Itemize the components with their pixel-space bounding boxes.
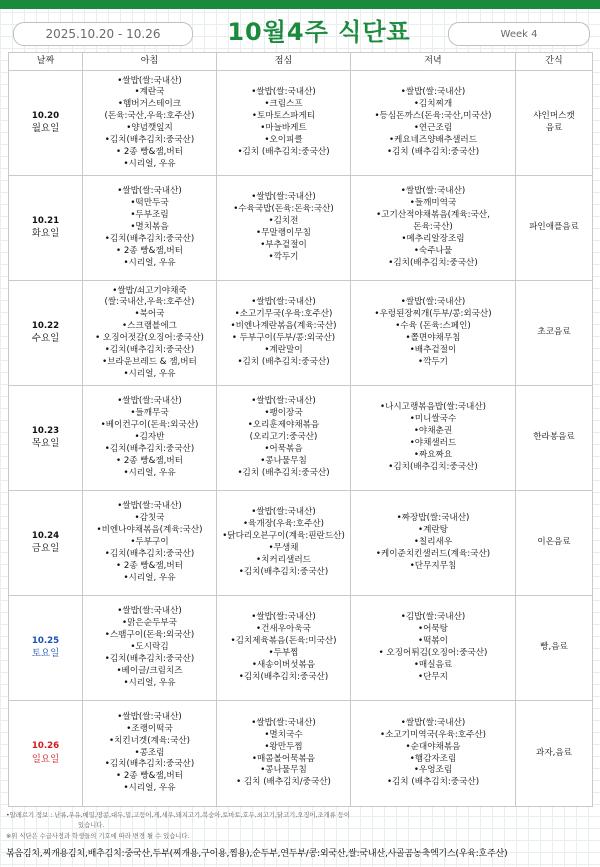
- dinner-item: •김치(배추김치:중국산): [388, 257, 478, 268]
- breakfast-cell: [83, 71, 217, 176]
- lunch-item: •쌀밥(쌀:국내산): [251, 297, 316, 308]
- breakfast-cell: [83, 176, 217, 281]
- dinner-item: •쫄면야채무침: [405, 333, 461, 343]
- day-row: [9, 176, 593, 281]
- breakfast-cell: [83, 281, 217, 386]
- lunch-item: •쌀밥(쌀:국내산): [251, 717, 316, 728]
- top-accent-bar: [0, 0, 600, 9]
- snack-cell: [516, 386, 593, 491]
- lunch-item: •콩나물무침: [260, 455, 307, 466]
- dinner-item: 돈육:국산): [413, 222, 453, 233]
- dinner-item: •쌀밥(쌀:국내산): [400, 87, 466, 98]
- breakfast-item: •두부조림: [130, 210, 169, 221]
- dinner-item: •어묵탕: [418, 624, 448, 635]
- page-title: 10월4주 식단표: [227, 18, 411, 46]
- breakfast-item: • 2종 빵&잼,버터: [116, 771, 183, 782]
- lunch-item: •마늘바게트: [260, 123, 307, 133]
- breakfast-cell: [83, 596, 217, 701]
- date-cell: [9, 491, 83, 596]
- dinner-item: •배추겉절이: [409, 344, 457, 355]
- breakfast-item: •브라운브레드 & 잼,버터: [102, 356, 197, 367]
- snack-cell: [516, 71, 593, 176]
- table-header-row: [9, 53, 593, 71]
- breakfast-item: •스크램블에그: [122, 321, 177, 332]
- breakfast-item: •김치(배추김치:중국산): [104, 653, 195, 664]
- lunch-item: •크림스프: [264, 99, 303, 110]
- dinner-item: •쌀밥(쌀:국내산): [400, 717, 466, 728]
- lunch-item: •건새우아욱국: [256, 624, 311, 635]
- breakfast-item: •계란국: [134, 87, 165, 98]
- date-cell: [9, 281, 83, 386]
- lunch-item: •무생채: [268, 543, 299, 553]
- snack-item: 이온음료: [537, 537, 571, 548]
- breakfast-item: •김치(배추김치:중국산): [104, 134, 195, 145]
- lunch-item: •오이피클: [264, 134, 303, 145]
- lunch-item: •김치 (배추김치:중국산): [237, 467, 330, 478]
- breakfast-item: •쌀밥(쌀:국내산): [117, 711, 182, 722]
- dinner-cell: [351, 281, 516, 386]
- dinner-cell: [351, 386, 516, 491]
- lunch-item: •쌀밥(쌀:국내산): [251, 192, 316, 203]
- dinner-item: •칠리새우: [413, 537, 453, 548]
- dinner-item: • 오징어튀김(오징어:중국산): [378, 648, 488, 658]
- date-cell: [9, 701, 83, 807]
- dinner-item: •김치찌개: [413, 99, 453, 110]
- breakfast-item: •멸치볶음: [130, 222, 169, 233]
- breakfast-item: • 2종 빵&잼,버터: [116, 245, 183, 256]
- day-name: 일요일: [31, 753, 60, 765]
- breakfast-item: •두부구이: [130, 537, 169, 548]
- lunch-cell: [217, 386, 351, 491]
- dinner-item: •떡볶이: [418, 636, 448, 647]
- lunch-item: •소고기무국(우육:호주산): [234, 309, 333, 320]
- lunch-item: •김치전: [268, 216, 299, 227]
- lunch-item: •팽이장국: [264, 408, 303, 419]
- footer-notes: [6, 810, 596, 867]
- dinner-item: •야채춘권: [413, 426, 453, 437]
- lunch-item: •오리훈제야채볶음: [247, 420, 320, 431]
- breakfast-item: •쌀밥/쇠고기야채죽: [112, 285, 187, 296]
- breakfast-item: • 2종 빵&잼,버터: [116, 560, 183, 571]
- date-cell: [9, 386, 83, 491]
- dinner-item: •고기산적야채볶음(계육:국산,: [376, 210, 490, 221]
- breakfast-item: •비엔나야채볶음(계육:국산): [96, 525, 203, 536]
- snack-item: 음료: [545, 123, 563, 133]
- breakfast-item: •김치(배추김치:중국산): [104, 548, 195, 559]
- breakfast-item: • 오징어젓갈(오징어:중국산): [95, 333, 204, 343]
- breakfast-item: •쌀밥(쌀:국내산): [117, 396, 182, 407]
- lunch-item: •김치제육볶음(돈육:미국산): [230, 636, 337, 647]
- snack-cell: [516, 491, 593, 596]
- lunch-item: •김치 (배추김치:중국산): [237, 146, 330, 157]
- origin-info: 볶음김치,찌개용김치,배추김치:중국산,두부(찌개용,구이용,찜용),순두부,연두부/콩:외국산,쌀:국내산,사골곰농축엑기스(우육:호주산): [6, 849, 508, 860]
- menu-change-notice: ※위 식단은 수급사정과 학생들의 기호에 따라 변경 될 수 있습니다.: [6, 832, 190, 840]
- snack-item: 파인애플음료: [529, 222, 579, 233]
- breakfast-item: •쌀밥(쌀:국내산): [117, 501, 182, 512]
- dinner-item: •나시고랭볶음밥(쌀:국내산): [380, 402, 486, 413]
- breakfast-item: •맑은순두부국: [122, 618, 177, 629]
- breakfast-item: •시리얼, 우유: [123, 257, 176, 268]
- date-number: 10.23: [31, 425, 60, 436]
- dinner-item: •케요네즈양배추샐러드: [388, 134, 478, 145]
- lunch-item: •비엔나계란볶음(계육:국산): [230, 321, 337, 332]
- dinner-item: •순대야채볶음: [405, 741, 461, 752]
- breakfast-item: •김치(배추김치:중국산): [104, 443, 195, 454]
- lunch-cell: [217, 701, 351, 807]
- day-name: 화요일: [31, 228, 60, 240]
- dinner-item: •등심돈까스(돈육:국산,미국산): [374, 111, 492, 122]
- snack-item: 초코음료: [537, 327, 571, 338]
- day-name: 토요일: [31, 648, 60, 660]
- week-pill: Week 4: [448, 22, 590, 46]
- allergy-info: •알레르기 정보 : 난류,우유,메밀,땅콩,대두,밀,고등어,게,새우,돼지고기,복숭아,토마토,호두,쇠고기,닭고기,오징어,조개류 등이: [6, 812, 350, 819]
- breakfast-cell: [83, 701, 217, 807]
- breakfast-item: •김치(배추김치:중국산): [104, 233, 195, 244]
- date-number: 10.25: [31, 635, 60, 646]
- lunch-item: • 두부구이(두부/콩:외국산): [231, 333, 336, 343]
- col-header-snack: 간식: [516, 53, 593, 71]
- dinner-item: •단무지무침: [409, 560, 457, 571]
- day-row: [9, 281, 593, 386]
- col-header-lunch: 점심: [217, 53, 351, 71]
- breakfast-item: •베이글/크림치즈: [116, 665, 183, 676]
- date-cell: [9, 71, 83, 176]
- breakfast-item: •시리얼, 우유: [123, 783, 176, 794]
- date-cell: [9, 596, 83, 701]
- dinner-item: •연근조림: [413, 123, 453, 133]
- breakfast-item: •쌀밥(쌀:국내산): [117, 606, 182, 617]
- dinner-cell: [351, 491, 516, 596]
- breakfast-item: •햄버거스테이크: [117, 99, 182, 110]
- breakfast-item: •감칫국: [134, 513, 165, 524]
- breakfast-item: •치킨너겟(계육:국산): [108, 735, 191, 746]
- breakfast-item: •조랭이떡국: [126, 723, 173, 734]
- lunch-item: •육개장(우육:호주산): [242, 519, 325, 530]
- lunch-item: •두부찜: [268, 648, 299, 658]
- lunch-item: •닭다리오븐구이(계육:핀란드산): [222, 531, 345, 542]
- day-name: 목요일: [31, 438, 60, 450]
- breakfast-item: (쌀:국내산,우육:호주산): [104, 297, 195, 308]
- day-name: 월요일: [31, 123, 60, 135]
- breakfast-cell: [83, 386, 217, 491]
- date-number: 10.26: [31, 741, 60, 752]
- dinner-item: •계란탕: [418, 525, 448, 536]
- lunch-cell: [217, 176, 351, 281]
- snack-cell: [516, 281, 593, 386]
- snack-cell: [516, 701, 593, 807]
- dinner-cell: [351, 176, 516, 281]
- day-name: 금요일: [31, 543, 60, 555]
- breakfast-item: •스팸구이(돈육:외국산): [104, 630, 195, 641]
- lunch-item: •왕만두찜: [264, 741, 303, 752]
- dinner-item: •미니쌀국수: [409, 414, 457, 425]
- dinner-item: •김밥(쌀:국내산): [400, 612, 466, 623]
- date-cell: [9, 176, 83, 281]
- lunch-item: • 김치 (배추김치/중국산): [236, 777, 331, 788]
- lunch-item: •쌀밥(쌀:국내산): [251, 87, 316, 98]
- day-name: 수요일: [31, 333, 60, 345]
- dinner-item: •야채샐러드: [409, 438, 457, 448]
- lunch-item: •쌀밥(쌀:국내산): [251, 612, 316, 623]
- lunch-item: •어묵볶음: [264, 443, 303, 454]
- dinner-item: •매실음료: [413, 659, 453, 670]
- lunch-item: •계란말이: [264, 344, 303, 355]
- breakfast-item: •김자반: [134, 432, 165, 443]
- col-header-dinner: 저녁: [351, 53, 516, 71]
- snack-item: 한라봉음료: [533, 432, 575, 443]
- dinner-item: •케이준치킨샐러드(계육:국산): [375, 548, 491, 559]
- date-number: 10.24: [31, 530, 60, 541]
- breakfast-item: •쌀밥(쌀:국내산): [117, 186, 182, 197]
- lunch-item: •김치(배추김치:중국산): [238, 566, 329, 577]
- breakfast-item: •베이컨구이(돈육:외국산): [100, 420, 199, 431]
- dinner-item: •우렁된장찌개(두부/콩:외국산): [374, 309, 492, 320]
- lunch-cell: [217, 596, 351, 701]
- breakfast-item: • 2종 빵&잼,버터: [116, 455, 183, 466]
- dinner-item: •김치 (배추김치:중국산): [386, 777, 480, 788]
- date-number: 10.21: [31, 215, 60, 226]
- lunch-cell: [217, 491, 351, 596]
- dinner-item: •짜요짜요: [413, 449, 453, 460]
- snack-cell: [516, 176, 593, 281]
- dinner-cell: [351, 701, 516, 807]
- dinner-item: •김치 (배추김치:중국산): [386, 146, 480, 157]
- lunch-item: •수육국밥(돈육:돈육:국산): [233, 204, 334, 215]
- dinner-item: •햄감자조림: [409, 753, 457, 764]
- dinner-item: •우엉조림: [413, 765, 453, 776]
- day-row: [9, 701, 593, 807]
- breakfast-item: •북어국: [134, 309, 165, 320]
- breakfast-item: •시리얼, 우유: [123, 467, 176, 478]
- snack-cell: [516, 596, 593, 701]
- allergy-info-cont: 있습니다.: [78, 822, 105, 830]
- breakfast-item: •쌀밥(쌀:국내산): [117, 75, 182, 86]
- dinner-item: •쌀밥(쌀:국내산): [400, 297, 466, 308]
- date-range-pill: 2025.10.20 - 10.26: [13, 22, 193, 46]
- lunch-item: •김치(배추김치:중국산): [238, 671, 329, 682]
- breakfast-item: •시리얼, 우유: [123, 158, 176, 169]
- lunch-item: •쌀밥(쌀:국내산): [251, 507, 316, 518]
- day-row: [9, 596, 593, 701]
- dinner-item: •깍두기: [418, 356, 448, 367]
- date-number: 10.22: [31, 320, 60, 331]
- meal-table-body: [9, 71, 593, 807]
- lunch-item: (오리고기:중국산): [249, 432, 318, 443]
- dinner-item: •숙주나물: [413, 245, 453, 256]
- snack-item: 빵,음료: [540, 642, 568, 653]
- lunch-item: •부추겉절이: [260, 239, 307, 250]
- breakfast-item: • 2종 빵&잼,버터: [116, 146, 183, 157]
- lunch-item: •콩나물무침: [260, 765, 307, 776]
- dinner-item: •김치(배추김치:중국산): [388, 461, 478, 472]
- day-row: [9, 71, 593, 176]
- dinner-item: •소고기미역국(우육:호주산): [380, 729, 486, 740]
- breakfast-item: •양념깻잎지: [126, 123, 173, 133]
- day-row: [9, 386, 593, 491]
- col-header-breakfast: 아침: [83, 53, 217, 71]
- col-header-date: 날짜: [9, 53, 83, 71]
- breakfast-item: •도시락김: [130, 642, 169, 653]
- lunch-item: •깍두기: [268, 251, 299, 262]
- breakfast-cell: [83, 491, 217, 596]
- dinner-item: •들깨미역국: [409, 198, 457, 209]
- breakfast-item: •시리얼, 우유: [123, 368, 176, 379]
- dinner-item: •단무지: [418, 671, 448, 682]
- breakfast-item: •김치(배추김치:중국산): [104, 344, 195, 355]
- lunch-cell: [217, 71, 351, 176]
- dinner-item: •수육 (돈육:스페인): [395, 321, 471, 332]
- dinner-item: •메추리알장조림: [401, 233, 465, 244]
- breakfast-item: •콩조림: [134, 747, 165, 758]
- lunch-item: •새송이버섯볶음: [251, 659, 316, 670]
- lunch-item: •치커리샐러드: [256, 554, 311, 565]
- breakfast-item: •시리얼, 우유: [123, 572, 176, 583]
- breakfast-item: •떡만두국: [130, 198, 169, 209]
- breakfast-item: •시리얼, 우유: [123, 677, 176, 688]
- dinner-item: •쌀밥(쌀:국내산): [400, 186, 466, 197]
- lunch-item: •김치 (배추김치:중국산): [237, 356, 330, 367]
- breakfast-item: •들깨무국: [130, 408, 169, 419]
- lunch-item: •무말랭이무침: [256, 228, 311, 238]
- dinner-item: •짜장밥(쌀:국내산): [396, 513, 470, 524]
- snack-item: 과자,음료: [536, 747, 572, 758]
- lunch-cell: [217, 281, 351, 386]
- lunch-item: •멸치국수: [264, 729, 303, 740]
- lunch-item: •토마토스파게티: [251, 111, 316, 122]
- lunch-item: •쌀밥(쌀:국내산): [251, 396, 316, 407]
- lunch-item: •매콤볼어묵볶음: [251, 753, 316, 764]
- breakfast-item: (돈육:국산,우육:호주산): [104, 111, 195, 122]
- snack-item: 샤인머스캣: [533, 111, 575, 122]
- date-number: 10.20: [31, 110, 60, 121]
- breakfast-item: •김치(배추김치:중국산): [104, 759, 195, 770]
- dinner-cell: [351, 71, 516, 176]
- meal-table: [8, 52, 593, 807]
- day-row: [9, 491, 593, 596]
- dinner-cell: [351, 596, 516, 701]
